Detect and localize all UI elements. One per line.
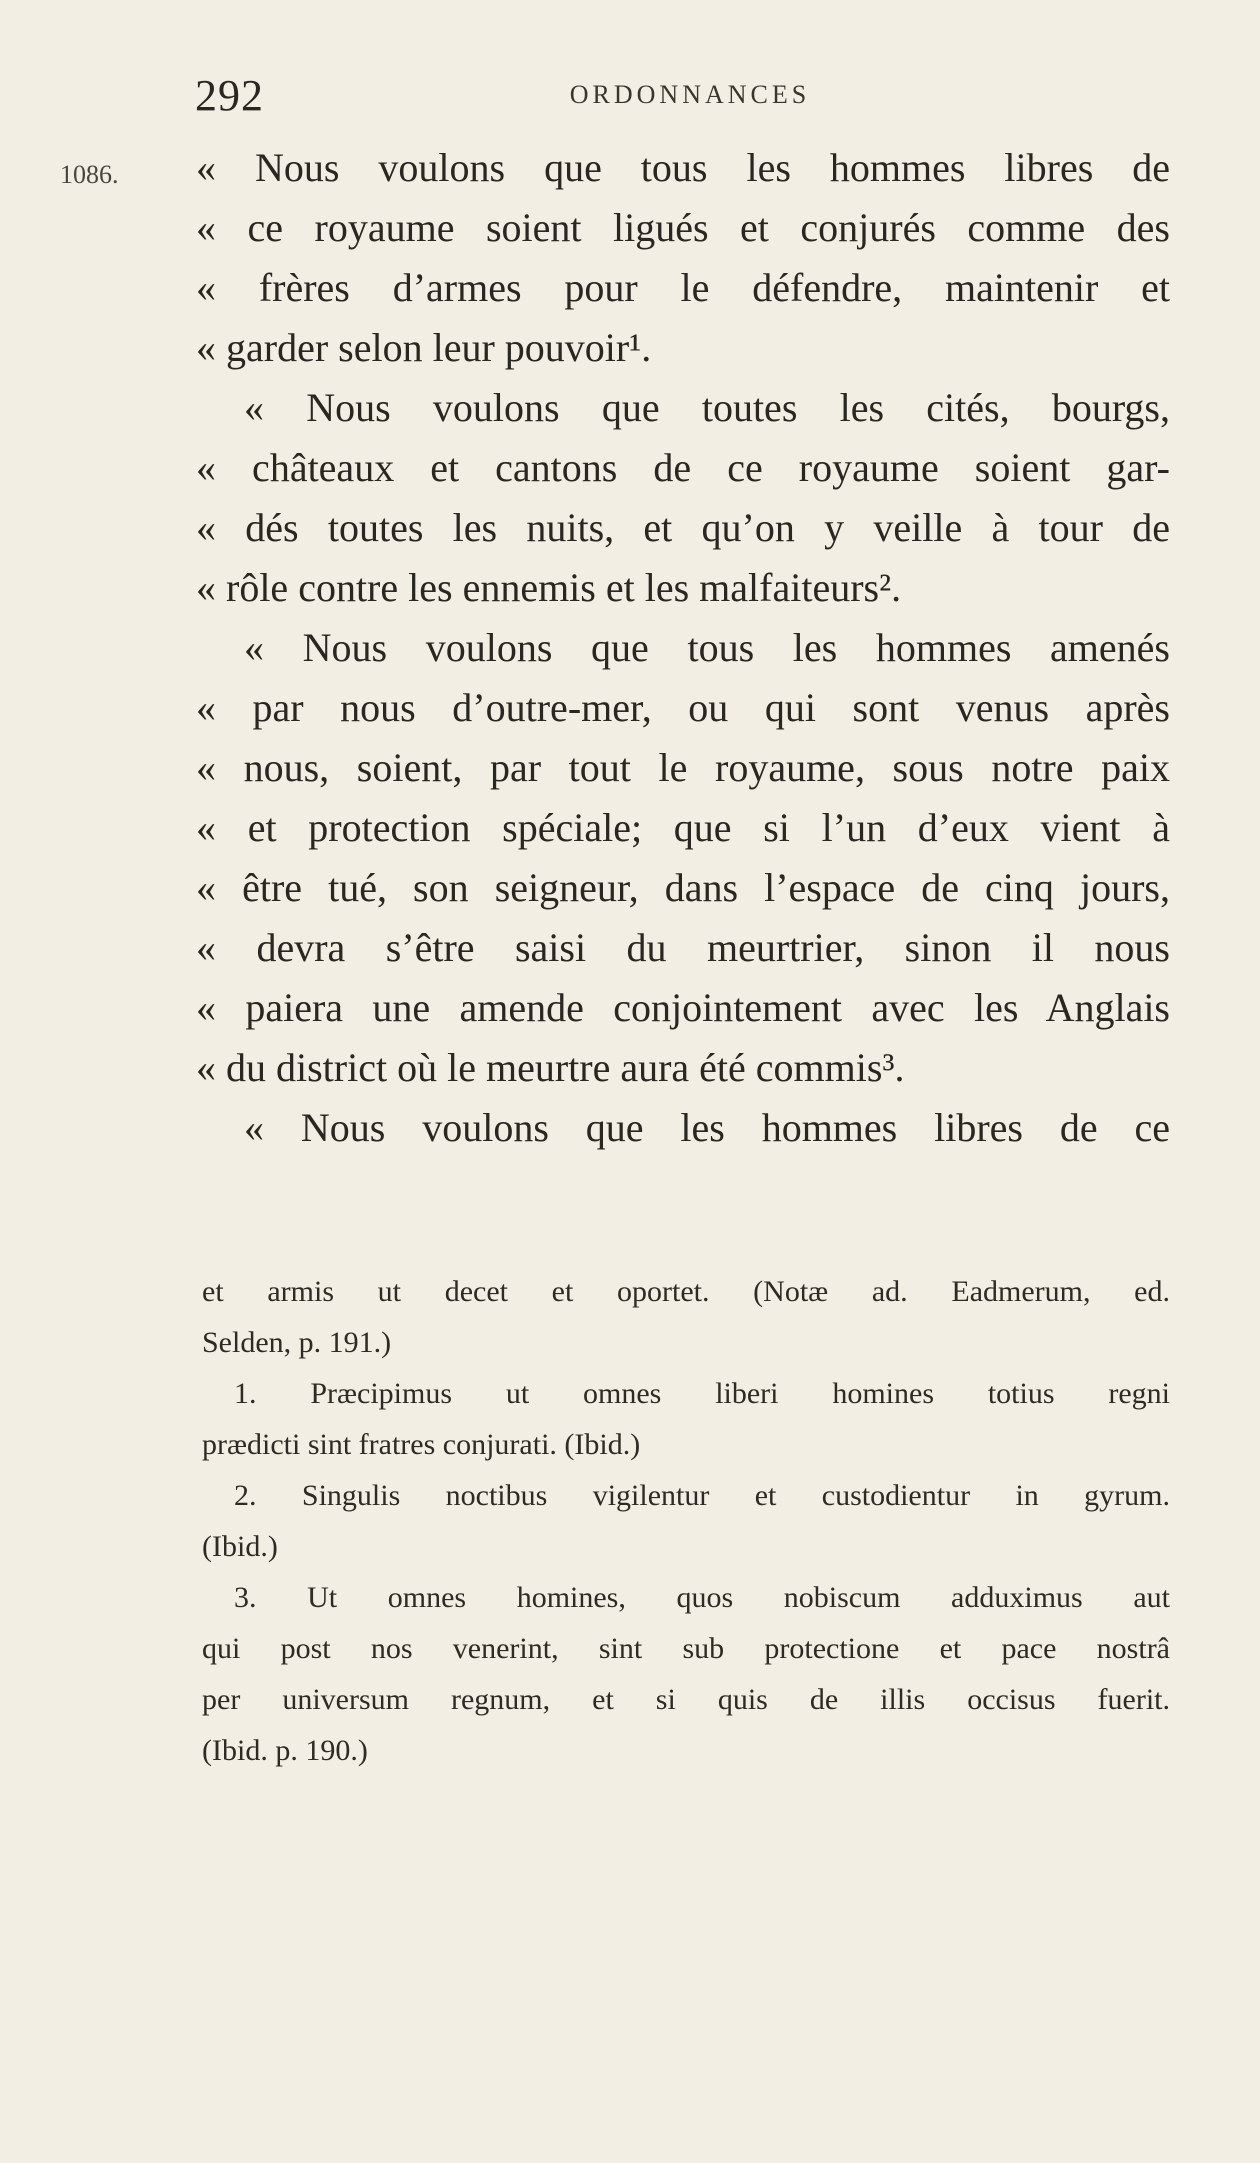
main-text (196, 138, 1170, 1158)
text-line: « ce royaume soient ligués et conjurés comme des (196, 205, 1170, 250)
footnote-3: 3. Ut omnes homines, quos nobiscum adduximus aut (234, 1581, 1170, 1614)
text-line: « Nous voulons que tous les hommes amenés (244, 625, 1170, 670)
running-head (195, 70, 1185, 120)
footnote-line: prædicti sint fratres conjurati. (Ibid.) (202, 1428, 641, 1461)
text-line: « garder selon leur pouvoir¹. (196, 325, 652, 370)
footnote-line: (Ibid.) (202, 1530, 278, 1563)
page-number: 292 (195, 71, 264, 120)
footnote-line: (Ibid. p. 190.) (202, 1734, 368, 1767)
text-line: « par nous d’outre-mer, ou qui sont venus après (196, 685, 1170, 730)
text-line: « frères d’armes pour le défendre, maintenir et (196, 265, 1170, 310)
footnote-line: et armis ut decet et oportet. (Notæ ad. Eadmerum, ed. (202, 1275, 1170, 1308)
footnote-2: 2. Singulis noctibus vigilentur et custodientur in gyrum. (234, 1479, 1170, 1512)
text-line: « et protection spéciale; que si l’un d’eux vient à (196, 805, 1170, 850)
text-line: « châteaux et cantons de ce royaume soient gar- (196, 445, 1170, 490)
text-line: « nous, soient, par tout le royaume, sous notre paix (196, 745, 1170, 790)
text-line: « du district où le meurtre aura été commis³. (196, 1045, 905, 1090)
footnote-1: 1. Præcipimus ut omnes liberi homines totius regni (234, 1377, 1170, 1410)
footnote-line: per universum regnum, et si quis de illis occisus fuerit. (202, 1683, 1170, 1716)
text-line: « être tué, son seigneur, dans l’espace de cinq jours, (196, 865, 1170, 910)
text-line: « dés toutes les nuits, et qu’on y veille à tour de (196, 505, 1170, 550)
footnote-line: qui post nos venerint, sint sub protectione et pace nostrâ (202, 1632, 1170, 1665)
margin-year: 1086. (60, 160, 119, 189)
text-line: « Nous voulons que toutes les cités, bourgs, (244, 385, 1170, 430)
footnote-line: Selden, p. 191.) (202, 1326, 392, 1359)
text-line: « rôle contre les ennemis et les malfaiteurs². (196, 565, 902, 610)
text-line: « devra s’être saisi du meurtrier, sinon il nous (196, 925, 1170, 970)
running-title: ORDONNANCES (569, 80, 811, 109)
footnotes (202, 1266, 1170, 1776)
text-line: « paiera une amende conjointement avec les Anglais (196, 985, 1170, 1030)
text-line: « Nous voulons que les hommes libres de ce (244, 1105, 1170, 1150)
text-line: « Nous voulons que tous les hommes libres de (196, 145, 1170, 190)
